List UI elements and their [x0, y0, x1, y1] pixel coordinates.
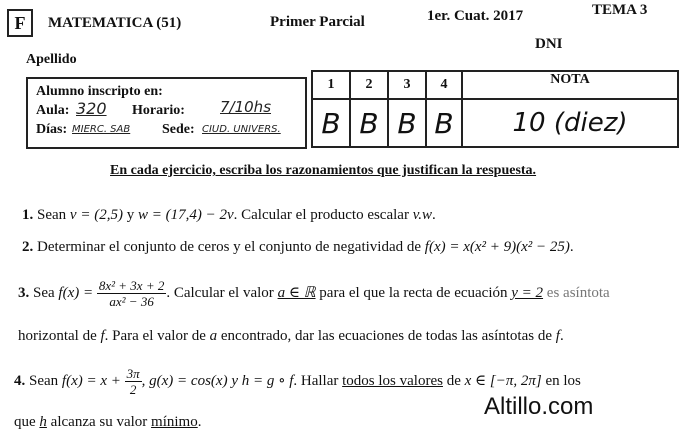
dias-label: Días:: [36, 122, 68, 137]
ex3-fx: f(x) =: [58, 284, 94, 301]
ex4-fx: f(x) = x +: [61, 372, 121, 389]
ex3-text-b: . Calcular el valor: [166, 284, 274, 301]
horario-label: Horario:: [132, 103, 185, 118]
ex2-formula: f(x) = x(x² + 9)(x² − 25): [424, 239, 570, 255]
grade-header-4: 4: [426, 71, 462, 99]
exercise-3-line2: [18, 328, 564, 345]
ex1-text-a: Sean: [37, 207, 67, 223]
ex4-minimo: mínimo: [151, 414, 198, 430]
grade-value-1: B: [312, 99, 350, 147]
instruction-text: En cada ejercicio, escriba los razonamientos que justifican la respuesta.: [110, 163, 537, 178]
ex3-denominator: ax² − 36: [109, 294, 154, 309]
ex1-y: y: [126, 207, 135, 223]
exercise-3: [18, 278, 610, 309]
ex4-h: h = g ∘ f: [241, 372, 294, 389]
nota-value: 10 (diez): [462, 99, 678, 147]
grades-table: [311, 70, 679, 148]
student-info-box: [26, 77, 307, 149]
watermark-logo: Altillo.com: [480, 393, 597, 421]
nota-header: NOTA: [462, 71, 678, 99]
ex3-line2-f: f: [555, 328, 560, 344]
exam-title: Primer Parcial: [270, 14, 365, 30]
ex4-text-c: de: [446, 372, 461, 389]
ex4-line2-b: alcanza su valor: [50, 414, 148, 430]
ex3-number: 3.: [18, 284, 30, 301]
ex1-end: .: [432, 207, 436, 223]
aula-label: Aula:: [36, 103, 70, 118]
grade-value-3: B: [388, 99, 426, 147]
ex3-line2-c: encontrado, dar las ecuaciones de todas las asíntotas de: [220, 328, 553, 344]
subject-title: MATEMATICA (51): [48, 15, 182, 31]
ex3-a-in-r: a ∈ ℝ: [277, 284, 316, 301]
ex3-numerator: 8x² + 3x + 2: [98, 278, 165, 293]
ex4-text-b: . Hallar: [293, 372, 339, 389]
exercise-1: [22, 207, 436, 224]
dias-value: MIERC. SAB: [72, 124, 131, 135]
grade-value-4: B: [426, 99, 462, 147]
ex3-f: f: [100, 328, 105, 344]
ex3-y-eq: y = 2: [511, 284, 544, 301]
ex4-todos: todos los valores: [342, 372, 443, 389]
period-label: 1er. Cuat. 2017: [427, 8, 524, 24]
ex3-a: a: [209, 328, 218, 344]
ex1-number: 1.: [22, 207, 34, 223]
exercise-4-line2: [14, 414, 201, 431]
ex4-fraction: [125, 366, 142, 397]
ex2-text: Determinar el conjunto de ceros y el conjunto de negatividad de: [37, 239, 422, 255]
grade-value-2: B: [350, 99, 388, 147]
ex1-w-def: w = (17,4) − 2v: [137, 207, 234, 223]
grade-header-1: 1: [312, 71, 350, 99]
ex3-line2-a: horizontal de: [18, 328, 97, 344]
dni-label: DNI: [535, 36, 563, 52]
ex1-text-b: . Calcular el producto escalar: [233, 207, 409, 223]
ex4-interval: x ∈ [−π, 2π]: [464, 372, 542, 389]
horario-value: 7/10hs: [220, 98, 272, 116]
grade-header-2: 2: [350, 71, 388, 99]
ex3-end: .: [559, 328, 564, 344]
aula-value: 320: [76, 99, 107, 118]
apellido-label: Apellido: [26, 52, 77, 67]
ex4-text-a: Sean: [29, 372, 59, 389]
exam-letter-box: F: [7, 9, 33, 37]
sede-value: CIUD. UNIVERS.: [202, 124, 281, 135]
ex3-text-c: para el que la recta de ecuación: [319, 284, 508, 301]
ex4-text-d: en los: [545, 372, 581, 389]
ex4-gx: , g(x) = cos(x) y: [141, 372, 238, 389]
ex3-line2-b: . Para el valor de: [104, 328, 206, 344]
tema-label: TEMA 3: [592, 2, 648, 18]
ex4-h2: h: [39, 414, 47, 430]
ex3-text-a: Sea: [33, 284, 55, 301]
ex1-vw: v.w: [412, 207, 433, 223]
ex4-number: 4.: [14, 372, 26, 389]
grade-header-3: 3: [388, 71, 426, 99]
student-box-title: Alumno inscripto en:: [36, 84, 163, 99]
ex2-end: .: [569, 239, 574, 255]
sede-label: Sede:: [162, 122, 195, 137]
exercise-2: [22, 239, 574, 256]
ex4-frac-num: 3π: [126, 366, 140, 381]
ex4-frac-den: 2: [129, 382, 137, 397]
ex4-end: .: [197, 414, 202, 430]
ex1-v-def: v = (2,5): [69, 207, 123, 223]
ex3-text-d: es asíntota: [546, 284, 610, 301]
ex4-line2-a: que: [14, 414, 36, 430]
ex3-fraction: [97, 278, 166, 309]
ex2-number: 2.: [22, 239, 34, 255]
